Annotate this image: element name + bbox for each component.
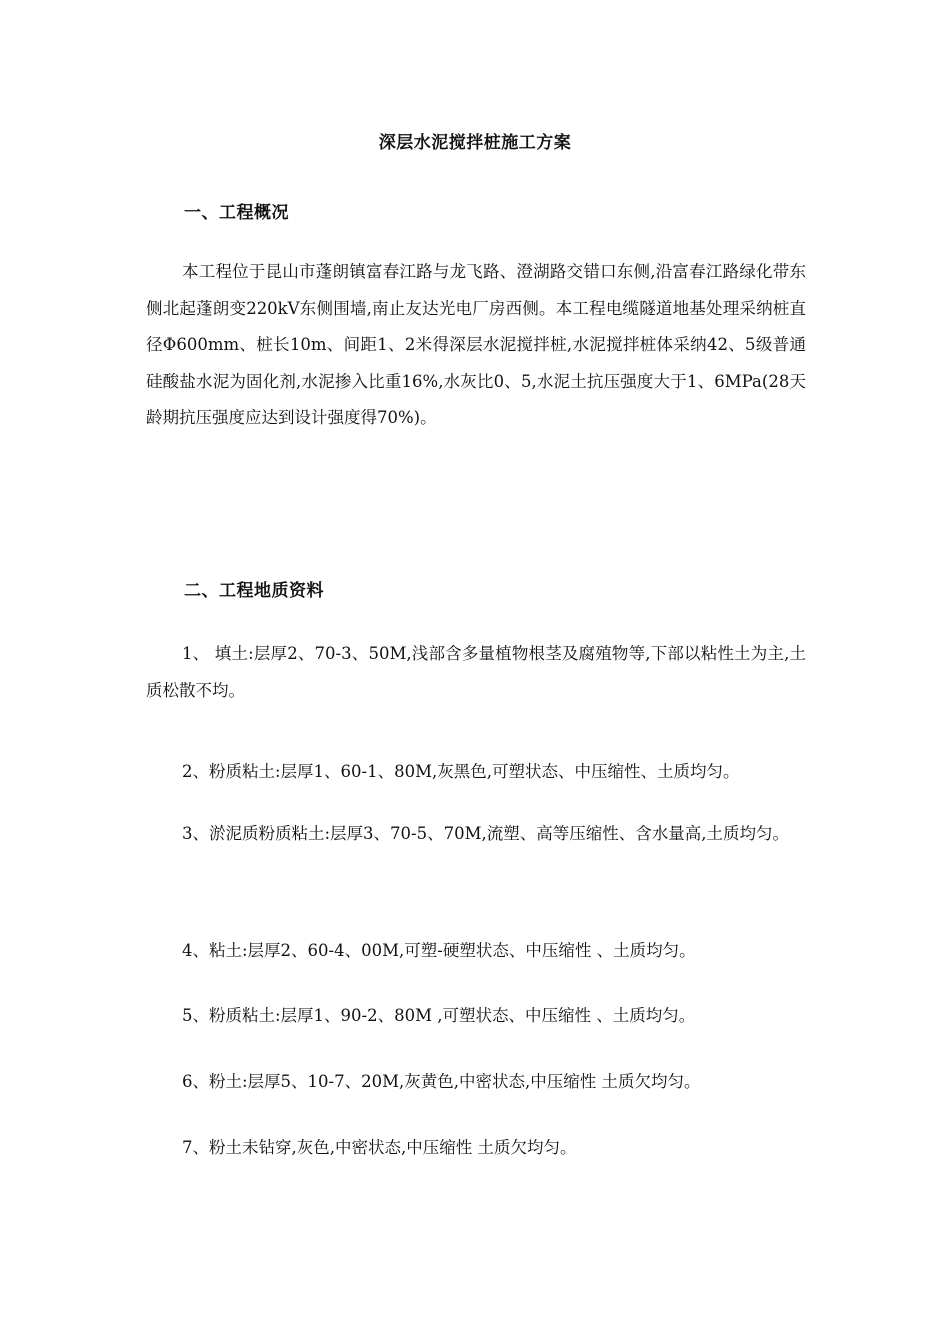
geology-item-6: 6、粉土:层厚5、10-7、20M,灰黄色,中密状态,中压缩性 土质欠均匀。 [182,1072,701,1091]
geology-item-3: 3、淤泥质粉质粘土:层厚3、70-5、70M,流塑、高等压缩性、含水量高,土质均匀。 [182,824,790,843]
geology-item-2: 2、粉质粘土:层厚1、60-1、80M,灰黑色,可塑状态、中压缩性、土质均匀。 [182,762,740,781]
section-heading-project-overview: 一、工程概况 [184,203,289,223]
project-overview-paragraph: 本工程位于昆山市蓬朗镇富春江路与龙飞路、澄湖路交错口东侧,沿富春江路绿化带东侧北起蓬朗变220kV东侧围墙,南止友达光电厂房西侧。本工程电缆隧道地基处理采纳桩直径Φ600mm、桩长10m、间距1、2米得深层水泥搅拌桩,水泥搅拌桩体采纳42、5级普通硅酸盐水泥为固化剂,水泥掺入比重16%,水灰比0、5,水泥土抗压强度大于1、6MPa(28天龄期抗压强度应达到设计强度得70%)。 [146,262,806,427]
geology-item-5: 5、粉质粘土:层厚1、90-2、80M ,可塑状态、中压缩性 、土质均匀。 [182,1006,696,1025]
document-title: 深层水泥搅拌桩施工方案 [378,133,572,153]
geology-item-7: 7、粉土未钻穿,灰色,中密状态,中压缩性 土质欠均匀。 [182,1138,577,1157]
section-heading-geology: 二、工程地质资料 [184,581,324,601]
geology-item-4: 4、粘土:层厚2、60-4、00M,可塑-硬塑状态、中压缩性 、土质均匀。 [182,941,696,960]
geology-item-1: 1、 填土:层厚2、70-3、50M,浅部含多量植物根茎及腐殖物等,下部以粘性土为主,土质松散不均。 [146,644,806,700]
